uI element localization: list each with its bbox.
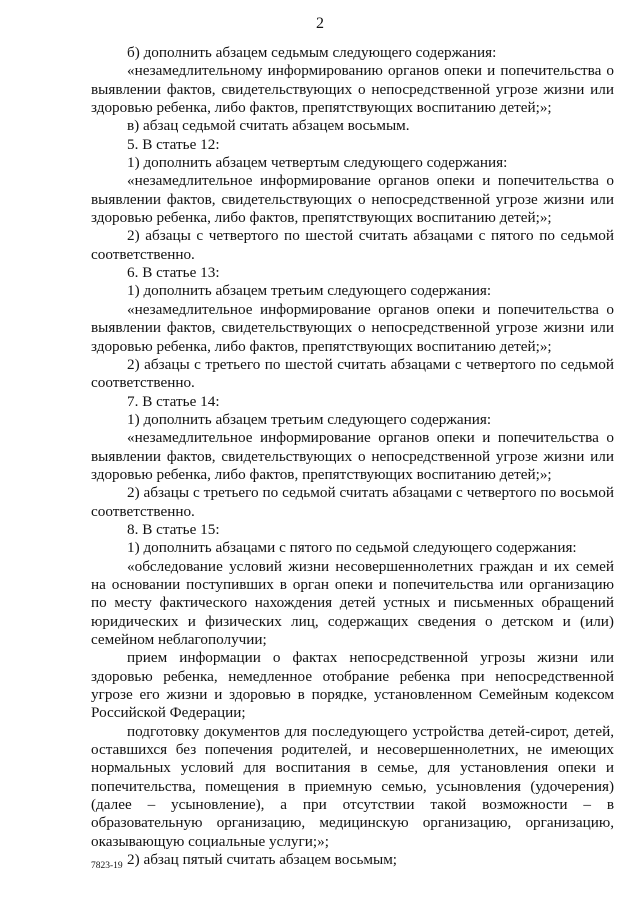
paragraph: б) дополнить абзацем седьмым следующего содержания: (127, 44, 497, 61)
paragraph: 7. В статье 14: (127, 392, 220, 410)
document-body (91, 44, 614, 869)
paragraph: 1) дополнить абзацем третьим следующего содержания: (127, 410, 492, 428)
paragraph: «незамедлительное информирование органов опеки и попечительства о выявлении фактов, свидетельствующих о непосредственной угрозе жизни или здоровью ребенка, либо фактов, препятствующих воспитанию детей;»; (91, 300, 614, 355)
paragraph: в) абзац седьмой считать абзацем восьмым. (127, 117, 410, 135)
page-number: 2 (316, 15, 324, 32)
paragraph: 1) дополнить абзацем третьим следующего содержания: (127, 282, 492, 300)
paragraph: «обследование условий жизни несовершеннолетних граждан и их семей на основании поступивших в орган опеки и попечительства или организацию по месту фактического нахождения детей устных и письменных обращений юридических и физических лиц, содержащих сведения о детском и (или) семейном неблагополучии; (91, 557, 614, 648)
paragraph: «незамедлительному информированию органов опеки и попечительства о выявлении фактов, свидетельствующих о непосредственной угрозе жизни или здоровью ребенка, либо фактов, препятствующих воспитанию детей;»; (91, 62, 614, 117)
paragraph: 2) абзацы с четвертого по шестой считать абзацами с пятого по седьмой соответственно. (91, 227, 614, 263)
document-code: 7823-19 (91, 861, 123, 871)
paragraph: прием информации о фактах непосредственной угрозы жизни или здоровью ребенка, немедленное отобрание ребенка при непосредственной угрозе его жизни и здоровью в порядке, установленном Семейным кодексом Российской Федерации; (91, 649, 614, 722)
paragraph: 2) абзацы с третьего по седьмой считать абзацами с четвертого по восьмой соответственно. (91, 484, 614, 520)
paragraph: «незамедлительное информирование органов опеки и попечительства о выявлении фактов, свидетельствующих о непосредственной угрозе жизни или здоровью ребенка, либо фактов, препятствующих воспитанию детей;»; (91, 429, 614, 483)
paragraph: 5. В статье 12: (127, 135, 220, 153)
paragraph: «незамедлительное информирование органов опеки и попечительства о выявлении фактов, свидетельствующих о непосредственной угрозе жизни или здоровью ребенка, либо фактов, препятствующих воспитанию детей;»; (91, 172, 614, 227)
paragraph: 1) дополнить абзацем четвертым следующего содержания: (127, 154, 508, 172)
paragraph: 8. В статье 15: (127, 520, 220, 538)
paragraph: подготовку документов для последующего устройства детей-сирот, детей, оставшихся без попечения родителей, и несовершеннолетних, не имеющих нормальных условий для воспитания в семье, для установления опеки и попечительства, помещения в приемную семью, усыновления (удочерения) (далее – усыновление), а при отсутствии такой возможности – в образовательную организацию, медицинскую организацию, организацию, оказывающую социальные услуги;»; (91, 722, 614, 850)
paragraph: 2) абзацы с третьего по шестой считать абзацами с четвертого по седьмой соответственно. (91, 355, 614, 392)
paragraph: 1) дополнить абзацами с пятого по седьмой следующего содержания: (127, 539, 577, 557)
paragraph: 2) абзац пятый считать абзацем восьмым; (127, 851, 398, 869)
paragraph: 6. В статье 13: (127, 264, 220, 282)
